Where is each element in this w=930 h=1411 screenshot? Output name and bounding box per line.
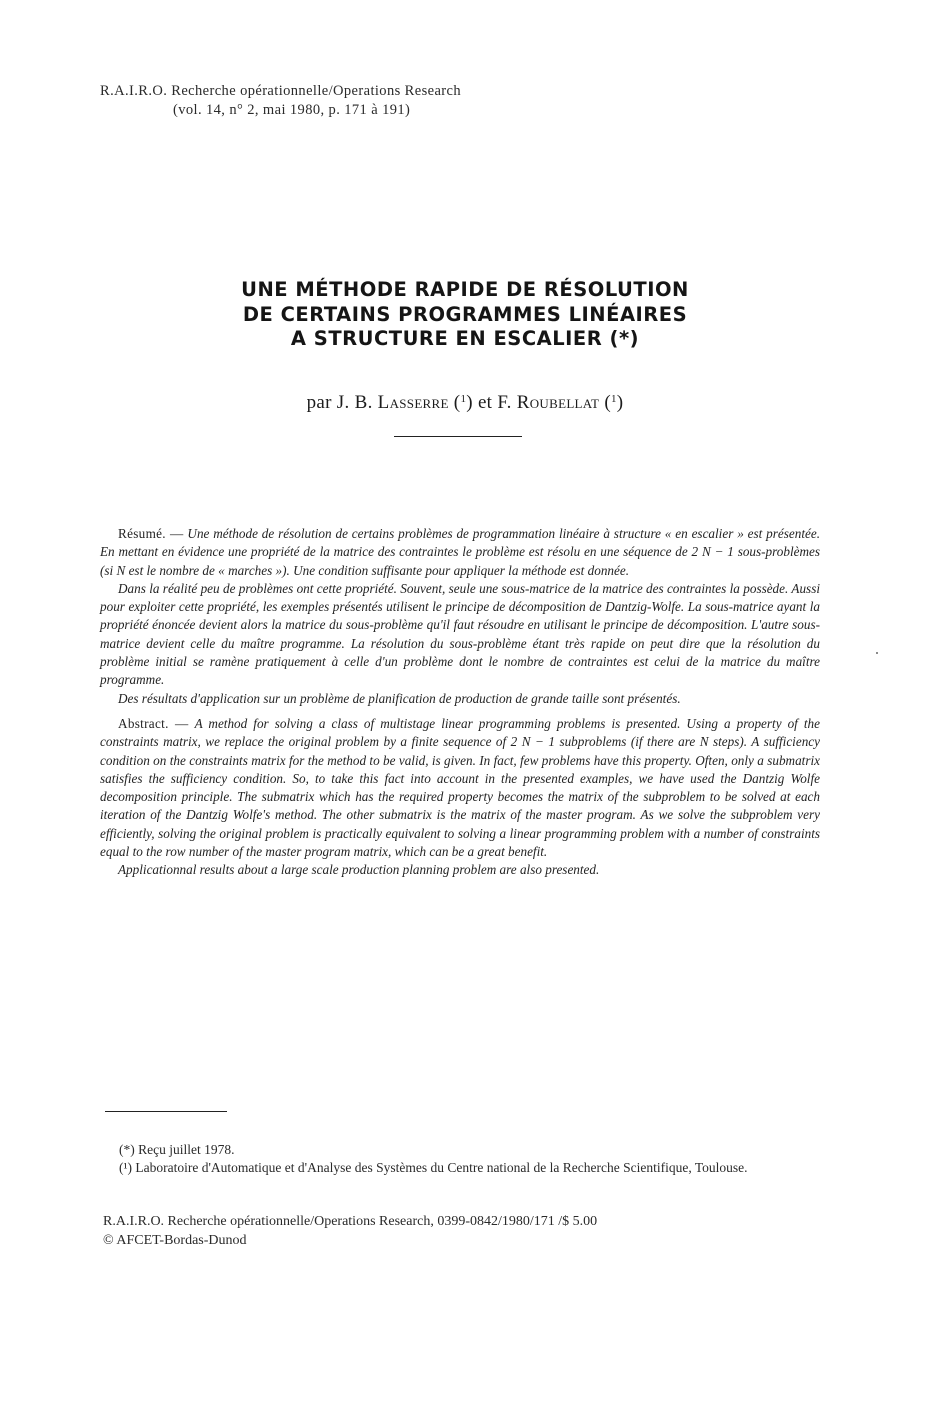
- title-line-2: DE CERTAINS PROGRAMMES LINÉAIRES: [242, 302, 688, 326]
- footnote-divider: [105, 1111, 227, 1112]
- scan-speck: [876, 652, 878, 654]
- abstract-section: [100, 525, 820, 880]
- abstract-paragraph-1: [100, 715, 820, 861]
- author-prefix: par: [306, 392, 332, 413]
- resume-paragraph-3: Des résultats d'application sur un problème de planification de production de grande taille sont présentés.: [118, 690, 681, 706]
- title-line-1: UNE MÉTHODE RAPIDE DE RÉSOLUTION: [241, 278, 689, 301]
- footnote-affiliation: (¹) Laboratoire d'Automatique et d'Analyse des Systèmes du Centre national de la Recherche Scientifique, Toulouse.: [119, 1159, 748, 1175]
- resume-paragraph-2: Dans la réalité peu de problèmes ont cette propriété. Souvent, seule une sous-matrice de la matrice des contraintes la possède. Aussi pour exploiter cette propriété, les exemples présentés utilisent le principe de décomposition de Dantzig-Wolfe. La sous-matrice ayant la propriété énoncée devient alors la matrice du sous-problème qu'il faut résoudre en utilisant le principe de décomposition. L'autre sous-matrice devient celle du maître programme. La résolution du sous-problème étant très rapide on peut dire que la résolution du problème initial se ramène pratiquement à celle d'un problème dont le nombre de contraintes est celui de la matrice du maître programme.: [100, 580, 820, 688]
- author-2-affiliation-mark: 1: [610, 393, 617, 405]
- copyright-line: © AFCET-Bordas-Dunod: [103, 1233, 247, 1248]
- paper-title: [150, 278, 780, 352]
- title-line-3: A STRUCTURE EN ESCALIER (*): [290, 327, 640, 350]
- footnotes: [103, 1141, 823, 1176]
- resume-paragraph-1: [100, 525, 820, 580]
- resume-lead: Résumé. —: [118, 526, 184, 541]
- journal-header-line-1: R.A.I.R.O. Recherche opérationnelle/Operations Research: [100, 83, 462, 99]
- resume-text-1: Une méthode de résolution de certains problèmes de programmation linéaire à structure « en escalier » est présentée. En mettant en évidence une propriété de la matrice des contraintes le problème est résolu en une séquence de 2 N − 1 sous-problèmes (si N est le nombre de « marches »). Une condition suffisante pour appliquer la méthode est donnée.: [100, 526, 821, 578]
- author-2: F. Roubellat: [497, 392, 600, 413]
- author-conjunction: et: [477, 392, 493, 413]
- author-1: J. B. Lasserre: [336, 392, 449, 413]
- author-1-affiliation-mark: 1: [460, 393, 467, 405]
- author-line: par J. B. Lasserre ($^1$) et F. Roubellat ($^1$): [306, 392, 624, 413]
- abstract-lead: Abstract. —: [118, 715, 189, 731]
- journal-issn-line: R.A.I.R.O. Recherche opérationnelle/Operations Research, 0399-0842/1980/171 /$ 5.00: [103, 1214, 598, 1229]
- footnote-received: (*) Reçu juillet 1978.: [119, 1142, 235, 1157]
- title-divider: [394, 436, 522, 437]
- journal-header-line-2: (vol. 14, n° 2, mai 1980, p. 171 à 191): [173, 102, 411, 118]
- abstract-text-1: A method for solving a class of multistage linear programming problems is presented. Using a property of the constraints matrix, we replace the original problem by a finite sequence of 2 N − 1 subproblems (if there are N steps). A sufficiency condition on the constraints matrix for the method to be valid, is given. In fact, few problems have this property. Often, only a submatrix satisfies the sufficiency condition. So, to take this fact into account in the presented examples, we have used the Dantzig Wolfe decomposition principle. The submatrix which has the required property becomes the matrix of the subproblem to be solved at each iteration of the Dantzig Wolfe's method. The other submatrix is the matrix of the master program. As we solve the subproblem very efficiently, solving the original problem is practically equivalent to solving a linear programming problem with a number of constraints equal to the row number of the master program matrix, which can be a great benefit.: [100, 715, 820, 860]
- publisher-info: [103, 1212, 597, 1250]
- abstract-paragraph-2: Applicationnal results about a large scale production planning problem are also presented.: [118, 862, 600, 878]
